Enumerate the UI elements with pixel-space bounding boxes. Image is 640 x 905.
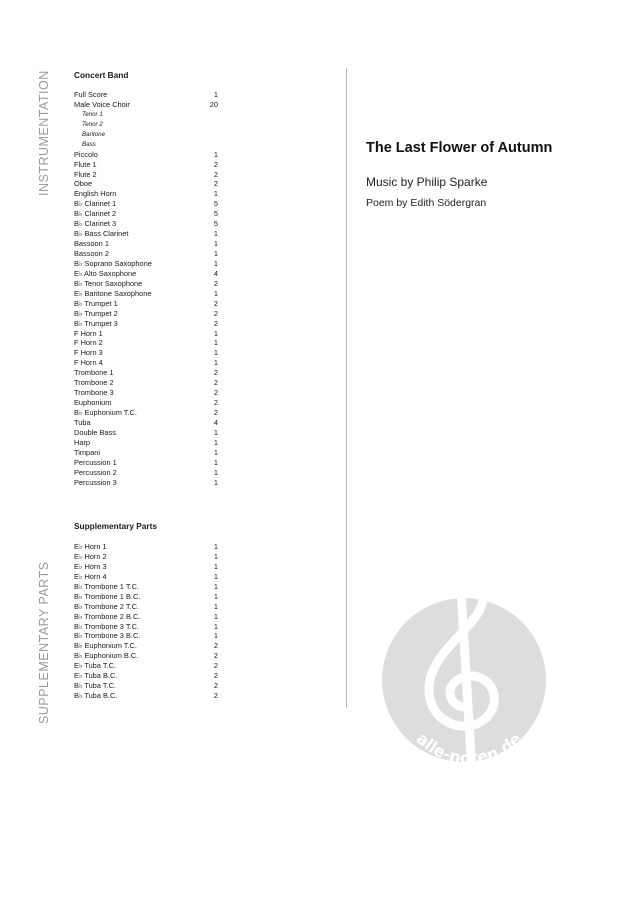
part-count: 2 [213,651,218,661]
part-name: E♭ Horn 3 [74,561,107,571]
part-name: B♭ Bass Clarinet [74,229,129,239]
part-count: 2 [213,308,218,318]
part-name: Tenor 2 [82,120,103,128]
part-name: E♭ Tuba T.C. [74,661,116,671]
part-name: Full Score [74,90,108,99]
part-row [74,552,224,562]
part-row [74,602,224,612]
part-name: E♭ Alto Saxophone [74,268,137,278]
part-count: 1 [213,239,218,249]
part-row [74,279,224,289]
part-row [74,562,224,572]
part-count: 1 [213,457,218,467]
part-row [74,388,224,398]
part-name: F Horn 2 [74,338,103,348]
part-row [74,249,224,259]
part-name: B♭ Tuba T.C. [74,681,116,691]
part-name: B♭ Clarinet 1 [74,199,117,209]
part-name: Piccolo [74,149,98,159]
part-name: Bass [82,140,96,148]
part-name: E♭ Horn 4 [74,571,107,581]
part-count: 1 [213,621,218,631]
part-row [74,239,224,249]
part-row [74,691,224,701]
part-row [74,631,224,641]
part-name: B♭ Tuba B.C. [74,691,118,701]
part-row [74,338,224,348]
part-count: 1 [213,258,218,268]
part-count: 2 [213,661,218,671]
part-name: B♭ Trombone 1 T.C. [74,581,139,591]
part-row [74,170,224,180]
part-row [74,150,224,160]
part-name: B♭ Trombone 3 T.C. [74,621,139,631]
part-count: 20 [209,99,218,109]
part-name: Trombone 3 [74,388,114,398]
part-count: 1 [213,571,218,581]
part-name: E♭ Baritone Saxophone [74,288,152,298]
part-count: 5 [213,209,218,219]
part-name: B♭ Euphonium B.C. [74,651,139,661]
part-name: Harp [74,437,91,447]
part-row [74,259,224,269]
part-count: 2 [213,641,218,651]
part-name: E♭ Horn 1 [74,542,107,551]
part-name: B♭ Trombone 1 B.C. [74,591,141,601]
part-name: E♭ Horn 2 [74,551,107,561]
part-count: 1 [213,437,218,447]
part-count: 4 [213,268,218,278]
part-row [74,408,224,418]
part-count: 2 [213,318,218,328]
part-name: Trombone 2 [74,378,114,388]
part-count: 1 [213,542,218,551]
part-name: Double Bass [74,427,116,437]
part-name: F Horn 3 [74,348,103,358]
part-count: 1 [213,288,218,298]
part-count: 2 [213,368,218,378]
part-name: E♭ Tuba B.C. [74,671,118,681]
part-row [74,100,224,110]
part-count: 2 [213,388,218,398]
part-count: 1 [213,551,218,561]
part-row [74,671,224,681]
part-row [74,140,224,150]
part-name: B♭ Euphonium T.C. [74,641,137,651]
supplementary-parts-side-label: SUPPLEMENTARY PARTS [37,561,51,724]
part-count: 1 [213,229,218,239]
part-row [74,348,224,358]
concert-band-parts-list [74,90,224,488]
part-row [74,368,224,378]
part-name: B♭ Clarinet 2 [74,209,117,219]
part-name: Baritone [82,130,106,138]
part-name: B♭ Trumpet 3 [74,318,118,328]
part-count: 1 [213,611,218,621]
part-name: English Horn [74,189,117,199]
part-count: 4 [213,417,218,427]
part-row [74,468,224,478]
part-row [74,681,224,691]
part-name: Flute 2 [74,169,97,179]
part-count: 1 [213,358,218,368]
part-name: Percussion 2 [74,467,117,477]
part-row [74,130,224,140]
part-row [74,542,224,552]
part-row [74,160,224,170]
part-name: F Horn 1 [74,328,103,338]
part-row [74,438,224,448]
part-name: B♭ Tenor Saxophone [74,278,143,288]
part-name: F Horn 4 [74,358,103,368]
part-row [74,309,224,319]
part-row [74,110,224,120]
treble-clef-icon [369,565,559,795]
part-count: 1 [213,561,218,571]
part-name: B♭ Soprano Saxophone [74,258,152,268]
part-row [74,319,224,329]
part-count: 1 [213,427,218,437]
part-count: 2 [213,278,218,288]
part-name: Percussion 3 [74,477,117,487]
part-count: 5 [213,199,218,209]
part-row [74,378,224,388]
part-row [74,572,224,582]
part-row [74,219,224,229]
part-row [74,269,224,279]
part-count: 2 [213,408,218,417]
poet-credit: Poem by Edith Södergran [366,197,487,209]
instrumentation-side-label: INSTRUMENTATION [37,70,51,196]
watermark-text: alle-noten.de [412,728,526,768]
part-count: 2 [213,681,218,691]
part-name: Flute 1 [74,159,97,169]
part-row [74,582,224,592]
part-count: 1 [213,591,218,601]
part-count: 1 [213,467,218,477]
part-name: Bassoon 2 [74,249,109,258]
part-count: 2 [213,298,218,308]
concert-band-heading: Concert Band [74,70,129,80]
part-count: 2 [213,169,218,179]
part-row [74,651,224,661]
part-row [74,398,224,408]
supplementary-parts-list [74,542,224,701]
part-row [74,612,224,622]
part-name: B♭ Trombone 2 B.C. [74,611,141,621]
part-name: Male Voice Choir [74,99,130,109]
part-count: 5 [213,219,218,229]
part-count: 2 [213,179,218,189]
part-name: B♭ Clarinet 3 [74,219,117,229]
part-row [74,189,224,199]
part-row [74,428,224,438]
part-count: 2 [213,671,218,681]
composer-credit: Music by Philip Sparke [366,175,488,189]
part-name: Tenor 1 [82,110,103,118]
part-row [74,120,224,130]
part-count: 2 [213,691,218,701]
part-row [74,592,224,602]
part-name: Euphonium [74,398,112,408]
part-count: 1 [213,447,218,457]
column-divider [346,68,347,708]
part-count: 2 [213,398,218,408]
part-name: B♭ Euphonium T.C. [74,408,137,417]
part-name: B♭ Trombone 2 T.C. [74,601,139,611]
part-name: B♭ Trumpet 2 [74,308,118,318]
part-count: 1 [213,348,218,358]
part-count: 1 [213,477,218,487]
part-row [74,229,224,239]
part-row [74,661,224,671]
part-row [74,299,224,309]
part-row [74,179,224,189]
part-name: Bassoon 1 [74,239,109,249]
part-row [74,90,224,100]
part-row [74,641,224,651]
part-row [74,289,224,299]
work-title: The Last Flower of Autumn [366,140,553,156]
part-name: B♭ Trombone 3 B.C. [74,631,141,641]
part-name: B♭ Trumpet 1 [74,298,118,308]
part-row [74,622,224,632]
part-count: 1 [213,249,218,258]
part-row [74,358,224,368]
part-row [74,329,224,339]
part-row [74,209,224,219]
part-row [74,478,224,488]
part-count: 1 [213,328,218,338]
part-count: 1 [213,601,218,611]
part-count: 2 [213,378,218,388]
part-count: 1 [213,149,218,159]
part-count: 1 [213,631,218,641]
part-name: Tuba [74,417,91,427]
part-count: 1 [213,90,218,99]
part-row [74,448,224,458]
part-count: 1 [213,189,218,199]
supplementary-parts-heading: Supplementary Parts [74,521,157,531]
part-count: 1 [213,581,218,591]
part-count: 2 [213,159,218,169]
part-row [74,418,224,428]
part-name: Percussion 1 [74,457,117,467]
part-name: Trombone 1 [74,368,114,378]
part-count: 1 [213,338,218,348]
part-name: Timpani [74,447,101,457]
part-name: Oboe [74,179,93,189]
part-row [74,458,224,468]
part-row [74,199,224,209]
